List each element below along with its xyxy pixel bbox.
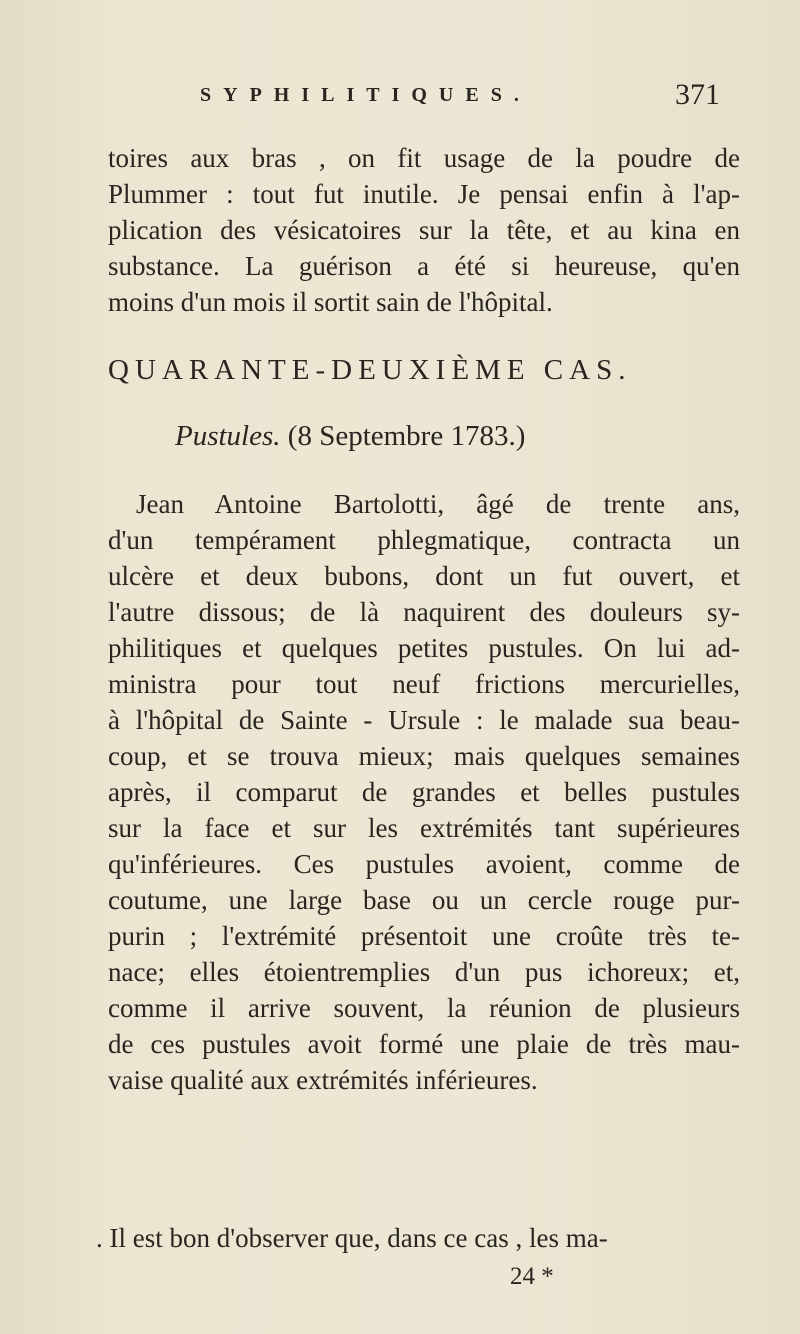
paragraph-line-9: après, il comparut de grandes et belles pustules: [108, 777, 740, 807]
paragraph-line-5: philitiques et quelques petites pustules. On lui ad-: [108, 633, 740, 663]
paragraph-line-8: coup, et se trouva mieux; mais quelques semaines: [108, 741, 740, 771]
paragraph-line-11: qu'inférieures. Ces pustules avoient, comme de: [108, 849, 740, 879]
text-line-5: moins d'un mois il sortit sain de l'hôpital.: [108, 287, 553, 317]
text-line-4: substance. La guérison a été si heureuse, qu'en: [108, 251, 740, 281]
case-heading: QUARANTE-DEUXIÈME CAS.: [108, 354, 632, 386]
paragraph-line-16: de ces pustules avoit formé une plaie de très mau-: [108, 1029, 740, 1059]
paragraph-line-6: ministra pour tout neuf frictions mercurielles,: [108, 669, 740, 699]
paragraph-line-2: d'un tempérament phlegmatique, contracta un: [108, 525, 740, 555]
paragraph-line-13: purin ; l'extrémité présentoit une croûte très te-: [108, 921, 740, 951]
case-title: Pustules.: [175, 420, 281, 452]
paragraph-line-1: Jean Antoine Bartolotti, âgé de trente ans,: [136, 489, 740, 519]
running-head: SYPHILITIQUES.: [200, 84, 531, 106]
text-line-last: . Il est bon d'observer que, dans ce cas , les ma-: [96, 1223, 608, 1253]
text-line-1: toires aux bras , on fit usage de la poudre de: [108, 143, 740, 173]
page-number: 371: [675, 78, 720, 111]
paragraph-line-14: nace; elles étoientremplies d'un pus ichoreux; et,: [108, 957, 740, 987]
case-date: (8 Septembre 1783.): [287, 420, 526, 452]
paragraph-line-15: comme il arrive souvent, la réunion de plusieurs: [108, 993, 740, 1023]
case-subheading: [175, 420, 675, 453]
paragraph-line-4: l'autre dissous; de là naquirent des douleurs sy-: [108, 597, 740, 627]
paragraph-line-7: à l'hôpital de Sainte - Ursule : le malade sua beau-: [108, 705, 740, 735]
signature-mark: 24 *: [510, 1263, 554, 1290]
paragraph-line-3: ulcère et deux bubons, dont un fut ouvert, et: [108, 561, 740, 591]
text-line-3: plication des vésicatoires sur la tête, et au kina en: [108, 215, 740, 245]
paragraph-line-10: sur la face et sur les extrémités tant supérieures: [108, 813, 740, 843]
paragraph-line-17: vaise qualité aux extrémités inférieures.: [108, 1065, 538, 1095]
page-header: [200, 78, 720, 118]
paragraph-line-12: coutume, une large base ou un cercle rouge pur-: [108, 885, 740, 915]
text-line-2: Plummer : tout fut inutile. Je pensai enfin à l'ap-: [108, 179, 740, 209]
